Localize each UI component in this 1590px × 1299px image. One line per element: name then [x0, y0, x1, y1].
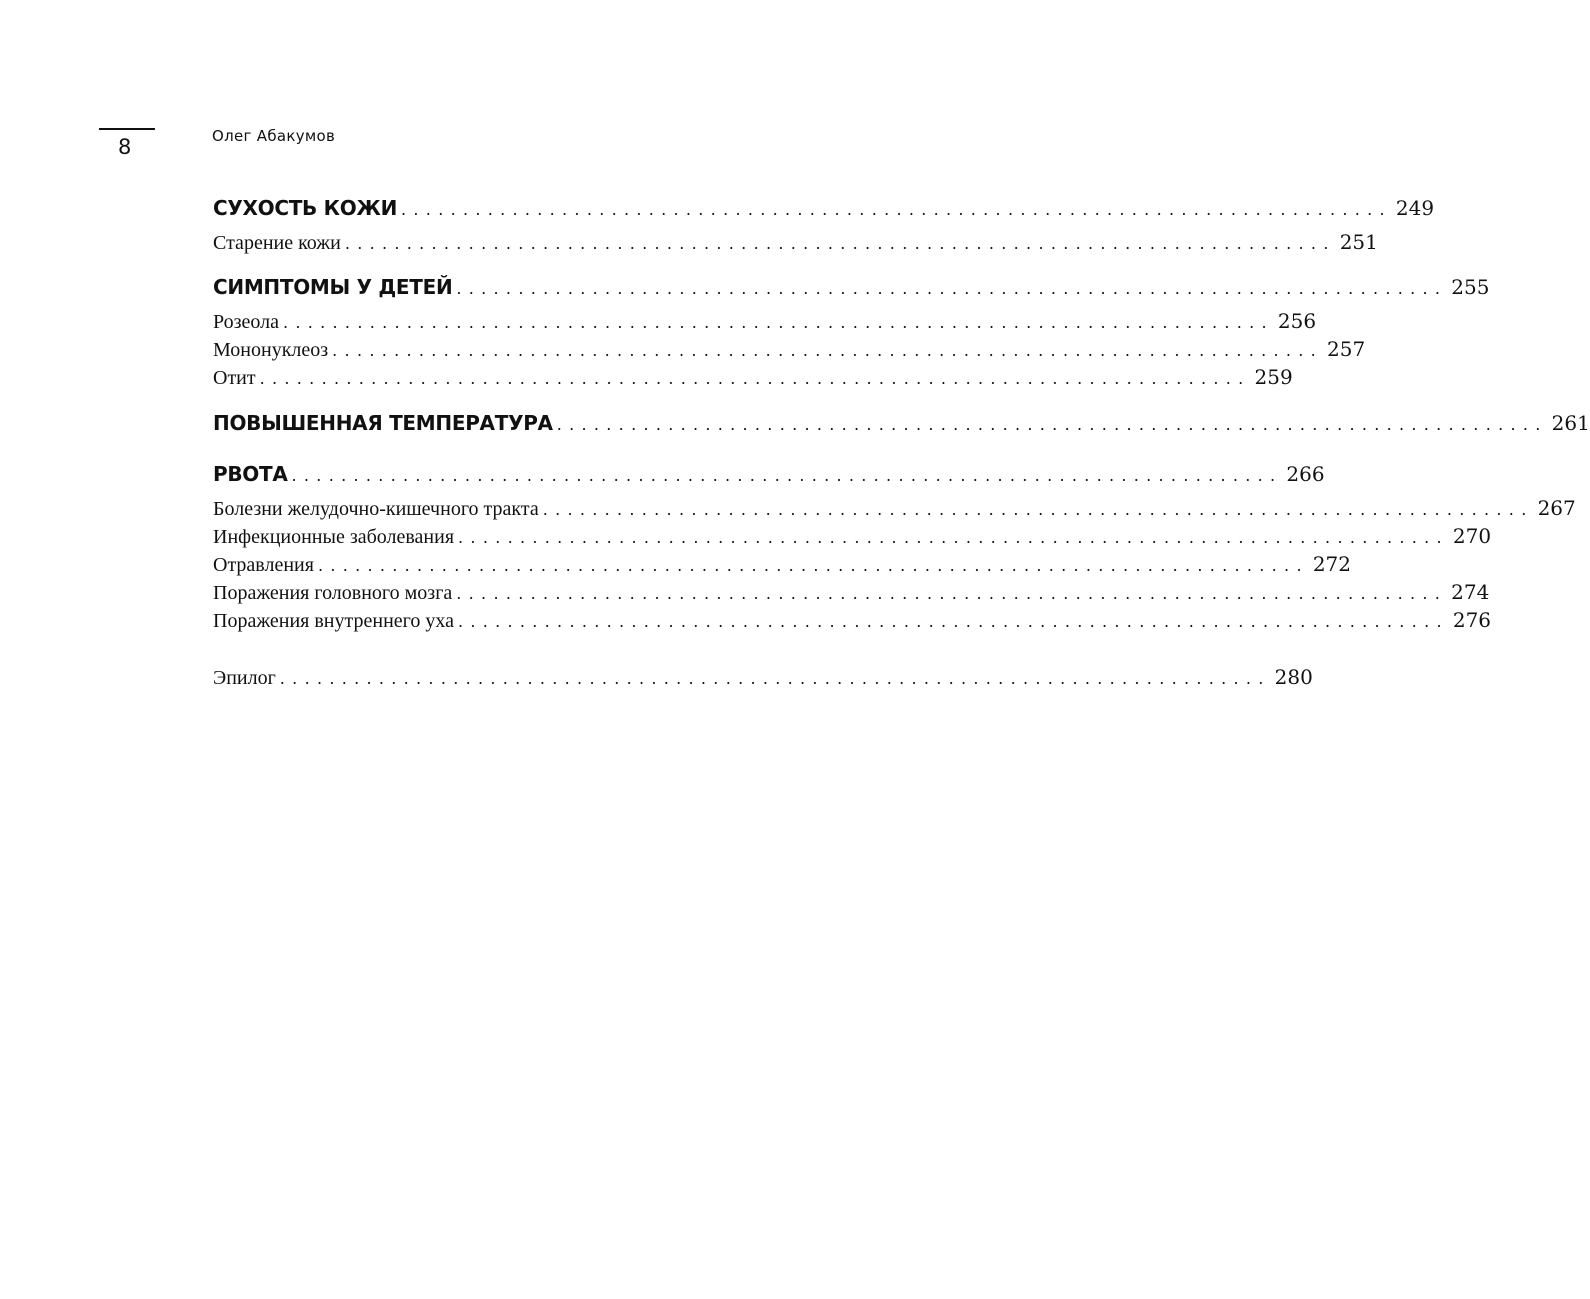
page-number: 8 [118, 135, 132, 159]
toc-leader-dots: ................................................................................ [317, 556, 1309, 575]
toc-leader-dots: ................................................................................ [279, 669, 1271, 688]
toc-entry-page: 255 [1451, 275, 1490, 299]
toc-entry-subsection[interactable] [213, 580, 1490, 608]
toc-entry-section[interactable] [213, 411, 1590, 439]
toc-leader-dots: ................................................................................ [456, 584, 1448, 603]
toc-leader-dots: ................................................................................ [542, 500, 1534, 519]
toc-entry-page: 256 [1277, 309, 1317, 333]
toc-entry-title: Инфекционные заболевания [213, 526, 455, 548]
toc-entry-title: Мононуклеоз [213, 339, 329, 361]
toc-entry-page: 251 [1339, 230, 1378, 254]
running-head-author: Олег Абакумов [212, 127, 336, 145]
toc-entry-page: 266 [1286, 462, 1325, 486]
toc-entry-title: ПОВЫШЕННАЯ ТЕМПЕРАТУРА [213, 411, 553, 435]
toc-entry-title: Поражения внутреннего уха [213, 610, 454, 632]
toc-entry-subsection[interactable] [213, 524, 1492, 552]
toc-entry-subsection[interactable] [213, 608, 1492, 636]
toc-entry-title: СУХОСТЬ КОЖИ [213, 196, 398, 220]
toc-entry-section[interactable] [213, 462, 1325, 490]
toc-entry-title: Эпилог [213, 667, 276, 689]
toc-leader-dots: ................................................................................ [344, 234, 1336, 253]
toc-entry-title: Старение кожи [213, 232, 341, 254]
toc-entry-page: 261 [1551, 411, 1590, 435]
toc-entry-subsection[interactable] [213, 337, 1366, 365]
toc-leader-dots: ................................................................................ [332, 341, 1324, 360]
toc-leader-dots: ................................................................................ [456, 279, 1448, 298]
toc-entry-title: Розеола [213, 311, 279, 333]
toc-entry-subsection[interactable] [213, 309, 1317, 337]
toc-entry-page: 259 [1254, 365, 1293, 389]
toc-entry-page: 272 [1312, 552, 1352, 576]
toc-leader-dots: ................................................................................ [556, 415, 1548, 434]
toc-entry-page: 280 [1274, 665, 1313, 689]
toc-entry-page: 257 [1327, 337, 1366, 361]
toc-entry-epilogue[interactable] [213, 665, 1313, 693]
toc-entry-subsection[interactable] [213, 552, 1352, 580]
toc-entry-title: Болезни желудочно-кишечного тракта [213, 498, 539, 520]
toc-entry-title: СИМПТОМЫ У ДЕТЕЙ [213, 275, 453, 299]
toc-entry-subsection[interactable] [213, 496, 1576, 524]
toc-leader-dots: ................................................................................ [291, 466, 1283, 485]
toc-entry-title: Отравления [213, 554, 314, 576]
toc-entry-page: 267 [1537, 496, 1576, 520]
toc-leader-dots: ................................................................................ [401, 200, 1392, 219]
toc-entry-title: Отит [213, 367, 256, 389]
toc-entry-page: 276 [1452, 608, 1492, 632]
toc-entry-section[interactable] [213, 275, 1490, 303]
toc-entry-page: 249 [1395, 196, 1435, 220]
toc-leader-dots: ................................................................................ [259, 369, 1251, 388]
toc-leader-dots: ................................................................................ [457, 612, 1449, 631]
toc-entry-subsection[interactable] [213, 365, 1293, 393]
page-number-rule [99, 128, 155, 130]
toc-entry-page: 270 [1452, 524, 1492, 548]
toc-entry-title: Поражения головного мозга [213, 582, 453, 604]
toc-entry-subsection[interactable] [213, 230, 1378, 258]
toc-leader-dots: ................................................................................ [458, 528, 1449, 547]
toc-entry-section[interactable] [213, 196, 1435, 224]
toc-entry-title: РВОТА [213, 462, 288, 486]
toc-leader-dots: ................................................................................ [283, 313, 1274, 332]
toc-entry-page: 274 [1451, 580, 1490, 604]
